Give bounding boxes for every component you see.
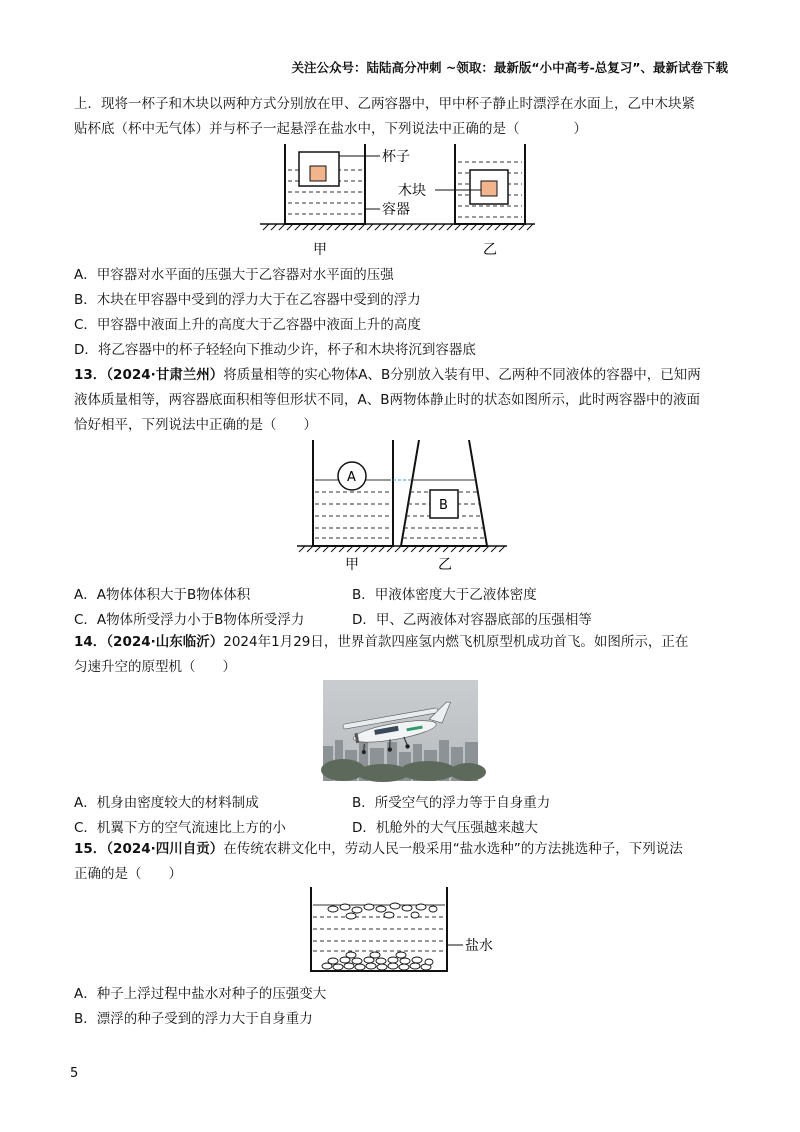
q14-source: （2024·山东临沂） [106, 634, 224, 650]
q15-line1: 15．（2024·四川自贡）在传统农耕文化中，劳动人民一般采用“盐水选种”的方法挑选种子，下列说法 [74, 841, 683, 857]
q13-option-a: A．A物体体积大于B物体体积 [74, 587, 251, 603]
q12-option-a: A．甲容器对水平面的压强大于乙容器对水平面的压强 [74, 267, 394, 283]
q15-option-a: A．种子上浮过程中盐水对种子的压强变大 [74, 986, 327, 1002]
object-b-label: B [439, 498, 448, 513]
q13-line3: 恰好相平，下列说法中正确的是（ ） [74, 417, 317, 433]
q12-line1: 上．现将一杯子和木块以两种方式分别放在甲、乙两容器中，甲中杯子静止时漂浮在水面上，乙中木块紧 [74, 96, 695, 112]
q14-number: 14． [74, 634, 107, 650]
q15-option-b: B．漂浮的种子受到的浮力大于自身重力 [74, 1011, 313, 1027]
q15-line2: 正确的是（ ） [74, 866, 182, 882]
q12-option-d: D．将乙容器中的杯子轻轻向下推动少许，杯子和木块将沉到容器底 [74, 342, 476, 358]
q14-option-c: C．机翼下方的空气流速比上方的小 [74, 820, 286, 836]
label-cup: 杯子 [382, 149, 410, 165]
q15-figure [305, 885, 515, 977]
page-number: 5 [70, 1066, 79, 1081]
q13-line1: 13．（2024·甘肃兰州）将质量相等的实心物体A、B分别放入装有甲、乙两种不同液体的容器中，已知两 [74, 367, 701, 383]
q12-option-c: C．甲容器中液面上升的高度大于乙容器中液面上升的高度 [74, 317, 421, 333]
q13-number: 13． [74, 367, 107, 383]
q12-option-b: B．木块在甲容器中受到的浮力大于在乙容器中受到的浮力 [74, 292, 421, 308]
q12-line2: 贴杯底（杯中无气体）并与杯子一起悬浮在盐水中，下列说法中正确的是（ ） [74, 121, 587, 137]
q15-source: （2024·四川自贡） [106, 841, 224, 857]
q13-source: （2024·甘肃兰州） [106, 367, 224, 383]
label-yi: 乙 [483, 242, 497, 258]
q13-option-c: C．A物体所受浮力小于B物体所受浮力 [74, 612, 305, 628]
airplane-photo [323, 680, 478, 781]
q14-option-d: D．机舱外的大气压强越来越大 [352, 820, 538, 836]
q13-figure [295, 438, 510, 573]
q13-option-b: B．甲液体密度大于乙液体密度 [352, 587, 537, 603]
q13-line2: 液体质量相等，两容器底面积相等但形状不同，A、B两物体静止时的状态如图所示，此时两容器中的液面 [74, 392, 700, 408]
label-jia-13: 甲 [345, 557, 359, 573]
q15-number: 15． [74, 841, 107, 857]
page-header: 关注公众号：陆陆高分冲刺 ~领取：最新版“小中高考-总复习”、最新试卷下载 [291, 60, 728, 75]
q12-figure [255, 140, 555, 265]
q14-line2: 匀速升空的原型机（ ） [74, 659, 236, 675]
label-wood: 木块 [398, 183, 426, 199]
label-container: 容器 [382, 202, 410, 218]
label-yi-13: 乙 [438, 557, 452, 573]
q14-line1: 14．（2024·山东临沂）2024年1月29日，世界首款四座氢内燃飞机原型机成功首飞。如图所示，正在 [74, 634, 689, 650]
object-a-label: A [347, 470, 356, 485]
label-salt-water: 盐水 [465, 938, 493, 954]
q13-option-d: D．甲、乙两液体对容器底部的压强相等 [352, 612, 592, 628]
q14-option-b: B．所受空气的浮力等于自身重力 [352, 795, 551, 811]
q14-option-a: A．机身由密度较大的材料制成 [74, 795, 259, 811]
label-jia: 甲 [313, 242, 327, 258]
